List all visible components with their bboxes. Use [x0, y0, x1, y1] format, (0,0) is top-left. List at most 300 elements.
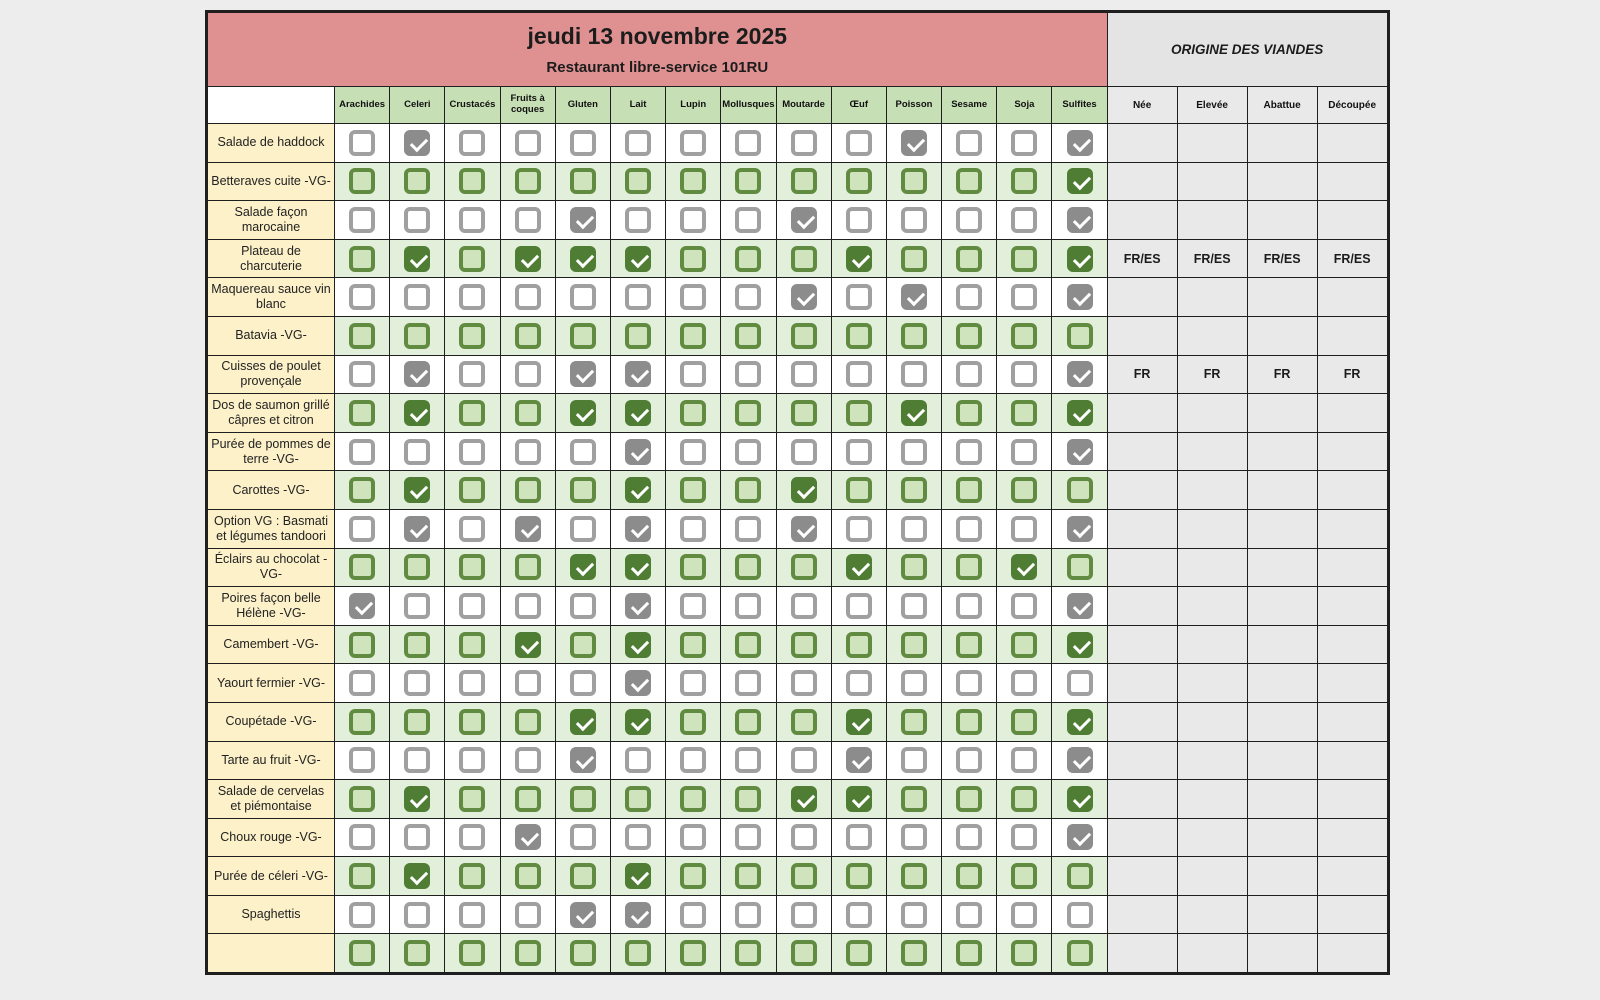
checkbox-checked-icon [404, 246, 430, 272]
checkbox-unchecked-icon [349, 207, 375, 233]
allergen-checkbox-cell [556, 201, 610, 239]
checkbox-unchecked-icon [459, 593, 485, 619]
checkbox-unchecked-icon [459, 863, 485, 889]
checkbox-unchecked-icon [459, 439, 485, 465]
origin-cell [1248, 626, 1317, 664]
allergen-checkbox-cell [997, 124, 1051, 162]
dish-label: Plateau de charcuterie [208, 240, 334, 278]
allergen-checkbox-cell [832, 124, 886, 162]
allergen-checkbox-cell [390, 471, 444, 509]
origin-cell [1318, 278, 1387, 316]
checkbox-checked-icon [791, 516, 817, 542]
allergen-checkbox-cell [390, 742, 444, 780]
allergen-checkbox-cell [611, 934, 665, 972]
checkbox-unchecked-icon [956, 902, 982, 928]
checkbox-unchecked-icon [459, 902, 485, 928]
allergen-checkbox-cell [556, 278, 610, 316]
dish-label: Éclairs au chocolat - VG- [208, 549, 334, 587]
checkbox-unchecked-icon [735, 207, 761, 233]
allergen-checkbox-cell [721, 317, 775, 355]
origin-column-header: Abattue [1248, 87, 1317, 123]
checkbox-checked-icon [1067, 786, 1093, 812]
checkbox-unchecked-icon [625, 284, 651, 310]
checkbox-unchecked-icon [515, 709, 541, 735]
allergen-checkbox-cell [445, 356, 499, 394]
checkbox-unchecked-icon [404, 940, 430, 966]
checkbox-checked-icon [625, 361, 651, 387]
allergen-checkbox-cell [501, 356, 555, 394]
allergen-checkbox-cell [501, 587, 555, 625]
allergen-checkbox-cell [832, 471, 886, 509]
checkbox-checked-icon [901, 130, 927, 156]
checkbox-unchecked-icon [625, 786, 651, 812]
origin-cell [1248, 124, 1317, 162]
origin-cell [1108, 780, 1177, 818]
allergen-checkbox-cell [556, 934, 610, 972]
restaurant-subtitle: Restaurant libre-service 101RU [546, 59, 769, 76]
allergen-checkbox-cell [1052, 780, 1106, 818]
checkbox-unchecked-icon [1067, 902, 1093, 928]
allergen-checkbox-cell [887, 394, 941, 432]
origin-cell [1108, 394, 1177, 432]
allergen-checkbox-cell [335, 240, 389, 278]
checkbox-checked-icon [570, 709, 596, 735]
allergen-checkbox-cell [666, 857, 720, 895]
checkbox-checked-icon [570, 246, 596, 272]
checkbox-checked-icon [625, 400, 651, 426]
allergen-checkbox-cell [390, 857, 444, 895]
checkbox-checked-icon [404, 130, 430, 156]
allergen-checkbox-cell [721, 510, 775, 548]
checkbox-unchecked-icon [680, 477, 706, 503]
checkbox-unchecked-icon [956, 284, 982, 310]
checkbox-unchecked-icon [735, 863, 761, 889]
origin-cell [1318, 780, 1387, 818]
checkbox-unchecked-icon [956, 863, 982, 889]
origin-cell [1178, 934, 1247, 972]
checkbox-checked-icon [1067, 168, 1093, 194]
allergen-checkbox-cell [556, 857, 610, 895]
checkbox-unchecked-icon [570, 632, 596, 658]
allergen-checkbox-cell [1052, 510, 1106, 548]
allergen-checkbox-cell [832, 510, 886, 548]
checkbox-unchecked-icon [570, 516, 596, 542]
allergen-checkbox-cell [666, 819, 720, 857]
checkbox-unchecked-icon [459, 824, 485, 850]
checkbox-unchecked-icon [1067, 863, 1093, 889]
checkbox-unchecked-icon [735, 554, 761, 580]
dish-label: Batavia -VG- [208, 317, 334, 355]
checkbox-checked-icon [791, 477, 817, 503]
allergen-checkbox-cell [335, 742, 389, 780]
checkbox-checked-icon [570, 902, 596, 928]
allergen-column-header: Œuf [832, 87, 886, 123]
checkbox-unchecked-icon [735, 824, 761, 850]
allergen-checkbox-cell [666, 510, 720, 548]
checkbox-unchecked-icon [791, 323, 817, 349]
allergen-checkbox-cell [832, 703, 886, 741]
allergen-checkbox-cell [942, 742, 996, 780]
allergen-checkbox-cell [611, 510, 665, 548]
allergen-checkbox-cell [887, 934, 941, 972]
allergen-checkbox-cell [445, 240, 499, 278]
checkbox-unchecked-icon [404, 824, 430, 850]
checkbox-checked-icon [625, 863, 651, 889]
checkbox-unchecked-icon [680, 902, 706, 928]
allergen-checkbox-cell [832, 587, 886, 625]
allergen-checkbox-cell [777, 471, 831, 509]
allergen-checkbox-cell [390, 896, 444, 934]
allergen-checkbox-cell [721, 934, 775, 972]
allergen-checkbox-cell [611, 703, 665, 741]
allergen-checkbox-cell [556, 433, 610, 471]
checkbox-checked-icon [515, 824, 541, 850]
checkbox-checked-icon [1067, 361, 1093, 387]
allergen-checkbox-cell [501, 664, 555, 702]
checkbox-checked-icon [846, 709, 872, 735]
allergen-checkbox-cell [832, 240, 886, 278]
checkbox-unchecked-icon [404, 902, 430, 928]
allergen-checkbox-cell [721, 780, 775, 818]
checkbox-unchecked-icon [349, 747, 375, 773]
allergen-checkbox-cell [777, 742, 831, 780]
allergen-checkbox-cell [390, 626, 444, 664]
allergen-checkbox-cell [390, 664, 444, 702]
checkbox-unchecked-icon [1067, 554, 1093, 580]
checkbox-unchecked-icon [901, 632, 927, 658]
checkbox-unchecked-icon [459, 632, 485, 658]
allergen-checkbox-cell [501, 549, 555, 587]
checkbox-unchecked-icon [625, 168, 651, 194]
checkbox-unchecked-icon [570, 824, 596, 850]
origin-cell [1318, 664, 1387, 702]
allergen-checkbox-cell [611, 163, 665, 201]
checkbox-unchecked-icon [956, 593, 982, 619]
allergen-checkbox-cell [335, 896, 389, 934]
allergen-checkbox-cell [666, 240, 720, 278]
allergen-checkbox-cell [445, 471, 499, 509]
checkbox-checked-icon [1067, 130, 1093, 156]
allergen-checkbox-cell [390, 433, 444, 471]
allergen-checkbox-cell [335, 317, 389, 355]
checkbox-unchecked-icon [680, 863, 706, 889]
checkbox-unchecked-icon [791, 863, 817, 889]
allergen-checkbox-cell [721, 626, 775, 664]
checkbox-unchecked-icon [1067, 670, 1093, 696]
dish-label [208, 934, 334, 972]
allergen-checkbox-cell [390, 278, 444, 316]
allergen-checkbox-cell [997, 742, 1051, 780]
allergen-checkbox-cell [1052, 317, 1106, 355]
allergen-checkbox-cell [666, 278, 720, 316]
checkbox-unchecked-icon [735, 477, 761, 503]
checkbox-unchecked-icon [404, 323, 430, 349]
checkbox-unchecked-icon [735, 439, 761, 465]
origin-cell [1108, 163, 1177, 201]
allergen-checkbox-cell [390, 510, 444, 548]
checkbox-unchecked-icon [956, 709, 982, 735]
allergen-checkbox-cell [887, 240, 941, 278]
checkbox-unchecked-icon [846, 361, 872, 387]
allergen-checkbox-cell [887, 664, 941, 702]
allergen-checkbox-cell [777, 896, 831, 934]
checkbox-unchecked-icon [791, 361, 817, 387]
checkbox-unchecked-icon [459, 168, 485, 194]
allergen-checkbox-cell [501, 742, 555, 780]
checkbox-checked-icon [404, 863, 430, 889]
allergen-checkbox-cell [721, 664, 775, 702]
allergen-checkbox-cell [611, 394, 665, 432]
allergen-checkbox-cell [942, 626, 996, 664]
checkbox-unchecked-icon [846, 593, 872, 619]
allergen-checkbox-cell [832, 819, 886, 857]
checkbox-unchecked-icon [901, 670, 927, 696]
origin-cell [1248, 587, 1317, 625]
allergen-checkbox-cell [887, 742, 941, 780]
allergen-checkbox-cell [721, 549, 775, 587]
allergen-checkbox-cell [942, 124, 996, 162]
allergen-checkbox-cell [445, 819, 499, 857]
checkbox-unchecked-icon [404, 168, 430, 194]
allergen-checkbox-cell [556, 124, 610, 162]
allergen-checkbox-cell [777, 356, 831, 394]
allergen-checkbox-cell [887, 163, 941, 201]
origin-cell [1108, 549, 1177, 587]
allergen-checkbox-cell [832, 356, 886, 394]
allergen-checkbox-cell [556, 471, 610, 509]
checkbox-unchecked-icon [459, 516, 485, 542]
origin-cell [1178, 510, 1247, 548]
checkbox-unchecked-icon [735, 130, 761, 156]
checkbox-unchecked-icon [680, 940, 706, 966]
allergen-checkbox-cell [445, 278, 499, 316]
allergen-checkbox-cell [942, 587, 996, 625]
checkbox-checked-icon [404, 361, 430, 387]
checkbox-checked-icon [625, 439, 651, 465]
checkbox-unchecked-icon [404, 670, 430, 696]
allergen-checkbox-cell [997, 471, 1051, 509]
checkbox-checked-icon [404, 786, 430, 812]
allergen-checkbox-cell [556, 664, 610, 702]
allergen-checkbox-cell [887, 356, 941, 394]
checkbox-unchecked-icon [1011, 207, 1037, 233]
allergen-column-header: Moutarde [777, 87, 831, 123]
allergen-checkbox-cell [832, 896, 886, 934]
checkbox-checked-icon [1067, 207, 1093, 233]
checkbox-unchecked-icon [956, 670, 982, 696]
checkbox-unchecked-icon [1011, 361, 1037, 387]
checkbox-unchecked-icon [901, 863, 927, 889]
checkbox-unchecked-icon [515, 207, 541, 233]
allergen-checkbox-cell [721, 356, 775, 394]
checkbox-unchecked-icon [1011, 709, 1037, 735]
allergen-checkbox-cell [887, 317, 941, 355]
allergen-checkbox-cell [887, 433, 941, 471]
checkbox-checked-icon [1067, 284, 1093, 310]
checkbox-checked-icon [625, 246, 651, 272]
checkbox-unchecked-icon [349, 516, 375, 542]
allergen-checkbox-cell [997, 394, 1051, 432]
origin-cell [1108, 626, 1177, 664]
origin-cell: FR/ES [1248, 240, 1317, 278]
allergen-checkbox-cell [997, 857, 1051, 895]
allergen-checkbox-cell [997, 317, 1051, 355]
allergen-checkbox-cell [832, 317, 886, 355]
allergen-checkbox-cell [1052, 201, 1106, 239]
dish-label: Purée de céleri -VG- [208, 857, 334, 895]
checkbox-unchecked-icon [901, 168, 927, 194]
checkbox-unchecked-icon [956, 786, 982, 812]
allergen-table [205, 10, 1390, 975]
checkbox-unchecked-icon [515, 284, 541, 310]
allergen-checkbox-cell [721, 124, 775, 162]
checkbox-unchecked-icon [349, 400, 375, 426]
checkbox-unchecked-icon [459, 786, 485, 812]
allergen-checkbox-cell [997, 510, 1051, 548]
allergen-checkbox-cell [501, 703, 555, 741]
checkbox-unchecked-icon [846, 824, 872, 850]
origin-cell [1178, 587, 1247, 625]
checkbox-unchecked-icon [735, 786, 761, 812]
origin-cell [1178, 626, 1247, 664]
allergen-checkbox-cell [335, 394, 389, 432]
allergen-checkbox-cell [942, 819, 996, 857]
origin-cell [1318, 703, 1387, 741]
allergen-checkbox-cell [666, 896, 720, 934]
checkbox-checked-icon [625, 709, 651, 735]
origin-cell [1318, 471, 1387, 509]
allergen-checkbox-cell [335, 510, 389, 548]
checkbox-checked-icon [1067, 709, 1093, 735]
allergen-checkbox-cell [1052, 394, 1106, 432]
checkbox-unchecked-icon [570, 323, 596, 349]
allergen-checkbox-cell [611, 587, 665, 625]
dish-label: Betteraves cuite -VG- [208, 163, 334, 201]
origin-cell [1318, 433, 1387, 471]
dish-label: Coupétade -VG- [208, 703, 334, 741]
allergen-checkbox-cell [777, 934, 831, 972]
origin-cell [1248, 896, 1317, 934]
checkbox-checked-icon [570, 554, 596, 580]
checkbox-unchecked-icon [459, 709, 485, 735]
origin-cell [1178, 317, 1247, 355]
checkbox-unchecked-icon [901, 246, 927, 272]
checkbox-checked-icon [791, 284, 817, 310]
origin-cell [1108, 934, 1177, 972]
dish-label: Salade de cervelas et piémontaise [208, 780, 334, 818]
allergen-checkbox-cell [556, 896, 610, 934]
allergen-checkbox-cell [721, 471, 775, 509]
allergen-checkbox-cell [832, 780, 886, 818]
allergen-checkbox-cell [611, 433, 665, 471]
allergen-checkbox-cell [777, 163, 831, 201]
allergen-checkbox-cell [997, 549, 1051, 587]
allergen-checkbox-cell [832, 664, 886, 702]
checkbox-unchecked-icon [846, 516, 872, 542]
origin-cell [1178, 471, 1247, 509]
allergen-checkbox-cell [1052, 124, 1106, 162]
checkbox-unchecked-icon [459, 940, 485, 966]
checkbox-unchecked-icon [956, 168, 982, 194]
checkbox-unchecked-icon [1067, 323, 1093, 349]
checkbox-unchecked-icon [846, 168, 872, 194]
allergen-checkbox-cell [777, 626, 831, 664]
allergen-checkbox-cell [887, 819, 941, 857]
checkbox-unchecked-icon [349, 632, 375, 658]
checkbox-unchecked-icon [349, 323, 375, 349]
allergen-checkbox-cell [611, 857, 665, 895]
allergen-checkbox-cell [832, 857, 886, 895]
allergen-checkbox-cell [777, 819, 831, 857]
checkbox-unchecked-icon [791, 246, 817, 272]
checkbox-unchecked-icon [404, 632, 430, 658]
checkbox-checked-icon [515, 516, 541, 542]
allergen-checkbox-cell [611, 549, 665, 587]
checkbox-unchecked-icon [349, 168, 375, 194]
allergen-checkbox-cell [887, 471, 941, 509]
allergen-checkbox-cell [777, 124, 831, 162]
checkbox-unchecked-icon [956, 632, 982, 658]
allergen-checkbox-cell [942, 934, 996, 972]
checkbox-unchecked-icon [515, 786, 541, 812]
checkbox-checked-icon [1067, 246, 1093, 272]
allergen-checkbox-cell [1052, 626, 1106, 664]
allergen-checkbox-cell [721, 433, 775, 471]
checkbox-unchecked-icon [901, 902, 927, 928]
checkbox-unchecked-icon [956, 477, 982, 503]
allergen-checkbox-cell [445, 896, 499, 934]
allergen-checkbox-cell [335, 278, 389, 316]
origin-cell [1178, 703, 1247, 741]
allergen-checkbox-cell [335, 703, 389, 741]
checkbox-unchecked-icon [459, 554, 485, 580]
checkbox-unchecked-icon [956, 400, 982, 426]
origin-cell [1108, 742, 1177, 780]
allergen-checkbox-cell [445, 742, 499, 780]
checkbox-unchecked-icon [349, 786, 375, 812]
allergen-checkbox-cell [335, 626, 389, 664]
checkbox-unchecked-icon [846, 632, 872, 658]
checkbox-unchecked-icon [680, 670, 706, 696]
checkbox-unchecked-icon [956, 747, 982, 773]
allergen-checkbox-cell [501, 896, 555, 934]
origin-cell [1248, 201, 1317, 239]
checkbox-unchecked-icon [791, 940, 817, 966]
allergen-checkbox-cell [777, 857, 831, 895]
checkbox-unchecked-icon [515, 747, 541, 773]
checkbox-unchecked-icon [515, 323, 541, 349]
checkbox-unchecked-icon [1011, 284, 1037, 310]
checkbox-checked-icon [1067, 632, 1093, 658]
checkbox-unchecked-icon [459, 361, 485, 387]
allergen-checkbox-cell [501, 433, 555, 471]
allergen-checkbox-cell [777, 394, 831, 432]
checkbox-checked-icon [515, 632, 541, 658]
checkbox-unchecked-icon [404, 554, 430, 580]
checkbox-unchecked-icon [680, 554, 706, 580]
allergen-checkbox-cell [666, 742, 720, 780]
allergen-checkbox-cell [1052, 664, 1106, 702]
checkbox-unchecked-icon [680, 207, 706, 233]
checkbox-unchecked-icon [901, 747, 927, 773]
checkbox-unchecked-icon [956, 439, 982, 465]
checkbox-checked-icon [1067, 516, 1093, 542]
checkbox-unchecked-icon [735, 246, 761, 272]
allergen-checkbox-cell [611, 471, 665, 509]
allergen-checkbox-cell [777, 201, 831, 239]
checkbox-unchecked-icon [404, 207, 430, 233]
origin-cell [1318, 896, 1387, 934]
